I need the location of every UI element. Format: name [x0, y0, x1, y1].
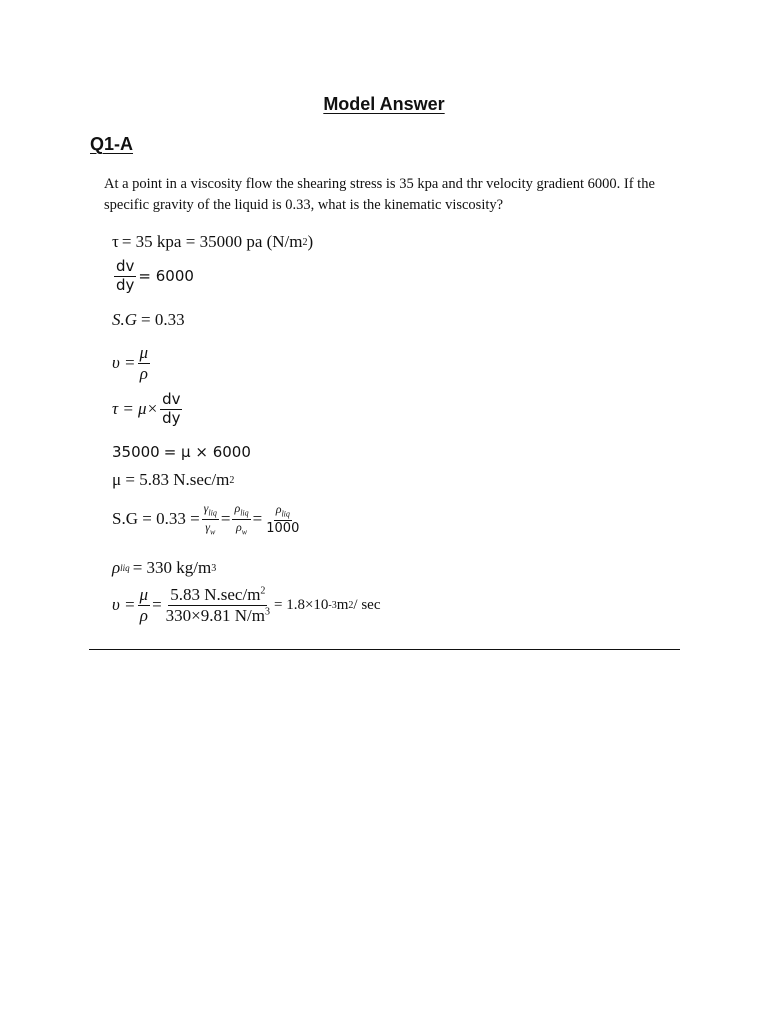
question-heading: Q1-A — [90, 134, 134, 154]
numeric-fraction: $\frac{5.83 N.\sec/m^2}{330\times 9.81 N/m^3}$ — [165, 585, 270, 625]
section-divider — [89, 649, 680, 650]
substitution-step: 35000 = μ × 6000 — [112, 443, 251, 461]
rho-over-1000-fraction: $\frac{\rho_{liq}}{1000}$ — [266, 502, 300, 536]
dynamic-viscosity-result: μ = 5.83 N.sec/m 2 — [112, 470, 235, 489]
question-text: At a point in a viscosity flow the shearing stress is 35 kpa and thr velocity gradient 6000. If the specific gravity of the liquid is 0.33, what is the kinematic viscosity? — [104, 176, 655, 213]
shear-stress-given: τ = 35 kpa = 35000 pa (N/m 2 ) — [112, 232, 314, 251]
kinematic-viscosity-result: υ = $\frac{\mu}{\rho}$ = $\frac{5.83 N.\sec/m^2}{330\times 9.81 N/m^3}$ = 1.8×10 -3 m 2 / sec — [112, 585, 381, 625]
liquid-density-result: ρ liq = 330 kg/m 3 — [112, 558, 217, 577]
gamma-ratio-fraction: $\frac{\gamma_{liq}}{\gamma_w}$ — [203, 501, 217, 537]
kinematic-viscosity-definition: υ = $\frac{\mu}{\rho}$ — [112, 343, 149, 383]
dv-dy-fraction: $\frac{dv}{dy}$ — [116, 257, 135, 294]
dv-dy-fraction: $\frac{dv}{dy}$ — [162, 390, 181, 427]
newton-viscosity-law: τ = μ× $\frac{dv}{dy}$ — [112, 390, 181, 427]
velocity-gradient-given: $\frac{dv}{dy}$ = 6000 — [116, 257, 194, 294]
specific-gravity-given: S.G = 0.33 — [112, 310, 185, 329]
mu-over-rho-fraction: $\frac{\mu}{\rho}$ — [139, 585, 149, 625]
mu-over-rho-fraction: $\frac{\mu}{\rho}$ — [139, 343, 149, 383]
specific-gravity-ratio: S.G = 0.33 = $\frac{\gamma_{liq}}{\gamma_w}$ = $\frac{\rho_{liq}}{\rho_w}$ = $\frac{\rho_{liq}}{1000}$ — [112, 501, 300, 537]
rho-ratio-fraction: $\frac{\rho_{liq}}{\rho_w}$ — [234, 501, 249, 537]
page-title: Model Answer — [323, 94, 445, 114]
tau-symbol: τ — [112, 232, 119, 251]
